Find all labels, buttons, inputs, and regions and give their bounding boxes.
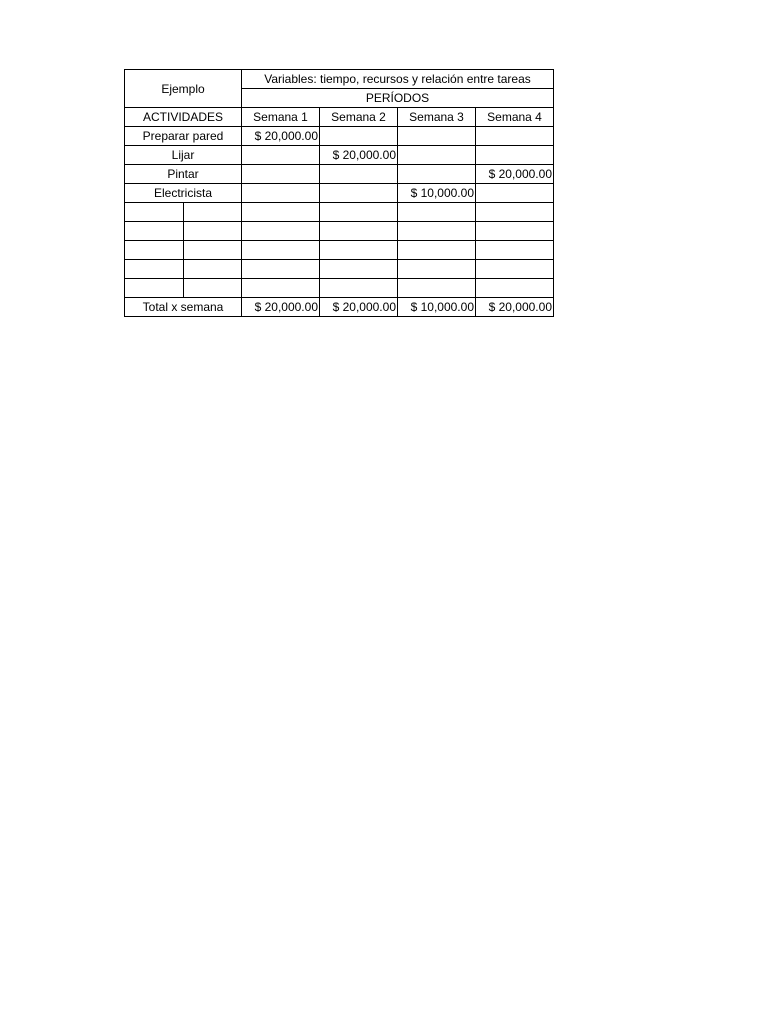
activity-cell: Pintar — [125, 165, 242, 184]
week-1-cost-cell: $ 20,000.00 — [242, 127, 320, 146]
empty-cell — [125, 241, 184, 260]
empty-row — [125, 260, 554, 279]
week-4-cost-cell — [476, 146, 554, 165]
activity-cell: Preparar pared — [125, 127, 242, 146]
empty-cell — [320, 279, 398, 298]
empty-cell — [184, 260, 242, 279]
week-1-cost-cell — [242, 184, 320, 203]
empty-cell — [242, 241, 320, 260]
empty-cell — [398, 241, 476, 260]
empty-row — [125, 222, 554, 241]
empty-cell — [125, 260, 184, 279]
week-4-cost-cell: $ 20,000.00 — [476, 165, 554, 184]
empty-cell — [125, 222, 184, 241]
empty-cell — [320, 241, 398, 260]
variables-label-cell: Variables: tiempo, recursos y relación entre tareas — [242, 70, 554, 89]
week-3-cost-cell: $ 10,000.00 — [398, 184, 476, 203]
empty-cell — [320, 260, 398, 279]
empty-cell — [398, 260, 476, 279]
week-4-cost-cell — [476, 184, 554, 203]
cost-schedule-table — [124, 69, 554, 317]
empty-cell — [398, 279, 476, 298]
week-3-header-cell: Semana 3 — [398, 108, 476, 127]
week-2-cost-cell — [320, 127, 398, 146]
week-4-header-cell: Semana 4 — [476, 108, 554, 127]
empty-cell — [242, 260, 320, 279]
week-2-total-cell: $ 20,000.00 — [320, 298, 398, 317]
empty-cell — [398, 222, 476, 241]
header-row — [125, 108, 554, 127]
week-3-cost-cell — [398, 127, 476, 146]
empty-row — [125, 279, 554, 298]
empty-cell — [476, 203, 554, 222]
empty-cell — [125, 203, 184, 222]
title-row — [125, 70, 554, 89]
empty-cell — [476, 279, 554, 298]
empty-cell — [476, 241, 554, 260]
empty-cell — [320, 203, 398, 222]
total-row — [125, 298, 554, 317]
table-row — [125, 184, 554, 203]
week-3-total-cell: $ 10,000.00 — [398, 298, 476, 317]
empty-cell — [476, 260, 554, 279]
week-2-header-cell: Semana 2 — [320, 108, 398, 127]
week-2-cost-cell — [320, 165, 398, 184]
week-1-cost-cell — [242, 165, 320, 184]
week-3-cost-cell — [398, 165, 476, 184]
example-label-cell: Ejemplo — [125, 70, 242, 108]
table-row — [125, 165, 554, 184]
empty-cell — [476, 222, 554, 241]
week-4-total-cell: $ 20,000.00 — [476, 298, 554, 317]
activities-header-cell: ACTIVIDADES — [125, 108, 242, 127]
empty-cell — [320, 222, 398, 241]
empty-cell — [242, 203, 320, 222]
empty-cell — [242, 279, 320, 298]
empty-cell — [398, 203, 476, 222]
week-2-cost-cell: $ 20,000.00 — [320, 146, 398, 165]
week-1-header-cell: Semana 1 — [242, 108, 320, 127]
activity-cell: Electricista — [125, 184, 242, 203]
total-label-cell: Total x semana — [125, 298, 242, 317]
week-2-cost-cell — [320, 184, 398, 203]
week-1-cost-cell — [242, 146, 320, 165]
table-row — [125, 146, 554, 165]
week-4-cost-cell — [476, 127, 554, 146]
empty-row — [125, 241, 554, 260]
week-3-cost-cell — [398, 146, 476, 165]
empty-cell — [184, 203, 242, 222]
empty-row — [125, 203, 554, 222]
empty-cell — [184, 279, 242, 298]
empty-cell — [125, 279, 184, 298]
periods-label-cell: PERÍODOS — [242, 89, 554, 108]
empty-cell — [242, 222, 320, 241]
empty-cell — [184, 222, 242, 241]
empty-cell — [184, 241, 242, 260]
week-1-total-cell: $ 20,000.00 — [242, 298, 320, 317]
table-row — [125, 127, 554, 146]
activity-cell: Lijar — [125, 146, 242, 165]
